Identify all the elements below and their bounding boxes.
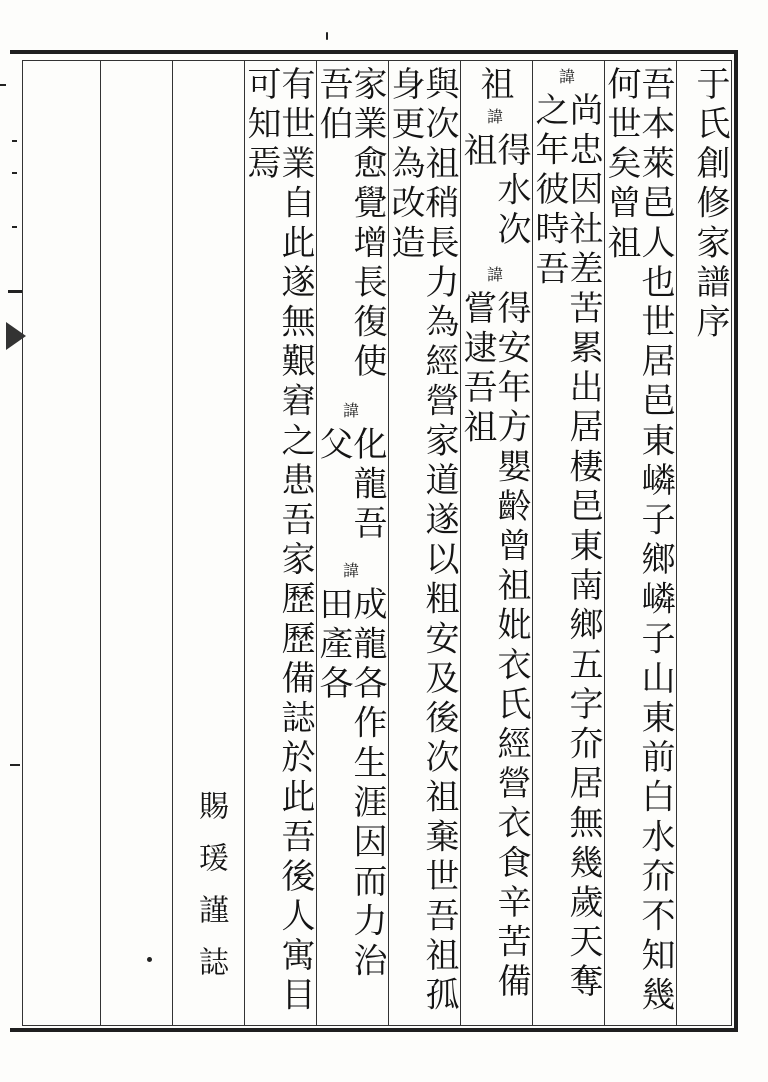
column-text: 化龍吾父 xyxy=(313,426,387,546)
column-text: 祖 xyxy=(474,66,514,106)
column-text: 得水次祖 xyxy=(457,131,531,251)
column-text: 有世業自此遂無艱窘之患吾家歷歷備誌於此吾後人寓目可知焉 xyxy=(241,66,315,1017)
column-rule xyxy=(172,61,173,1025)
text-column xyxy=(457,66,531,1021)
signature-text: 賜瑗謹誌 xyxy=(193,790,228,998)
signature xyxy=(188,790,232,998)
column-text: 家業愈覺增長復使吾伯 xyxy=(313,66,387,383)
title-column xyxy=(680,66,740,1021)
column-text: 得安年方嬰齡曾祖妣衣氏經營衣食辛苦備嘗逮吾祖 xyxy=(457,290,531,1004)
column-rule xyxy=(676,61,677,1025)
binding-edge-mark xyxy=(0,84,6,86)
column-text: 與次祖稍長力為經營家道遂以粗安及後次祖棄世吾祖孤身更為改造 xyxy=(385,66,459,1017)
text-column xyxy=(313,66,387,1021)
taboo-marker: 諱 xyxy=(340,402,360,421)
taboo-marker: 諱 xyxy=(340,562,360,581)
column-text: 成龍各作生涯因而力治田產各 xyxy=(313,586,387,983)
taboo-marker: 諱 xyxy=(556,68,576,86)
column-text: 尚忠因社差苦累出居棲邑東南鄉五字夼居無幾歲天奪之年彼時吾 xyxy=(529,92,603,1003)
taboo-marker: 諱 xyxy=(484,107,504,126)
column-rule xyxy=(100,61,101,1025)
taboo-marker: 諱 xyxy=(484,266,504,285)
text-column xyxy=(529,66,603,1021)
ink-speck xyxy=(326,32,328,40)
text-column xyxy=(241,66,315,1021)
text-column xyxy=(601,66,675,1021)
column-text: 吾本萊邑人也世居邑東嶙子鄉嶙子山東前白水夼不知幾何世矣曾祖 xyxy=(601,66,675,1017)
text-column xyxy=(385,66,459,1021)
document-title: 于氏創修家譜序 xyxy=(690,66,730,344)
